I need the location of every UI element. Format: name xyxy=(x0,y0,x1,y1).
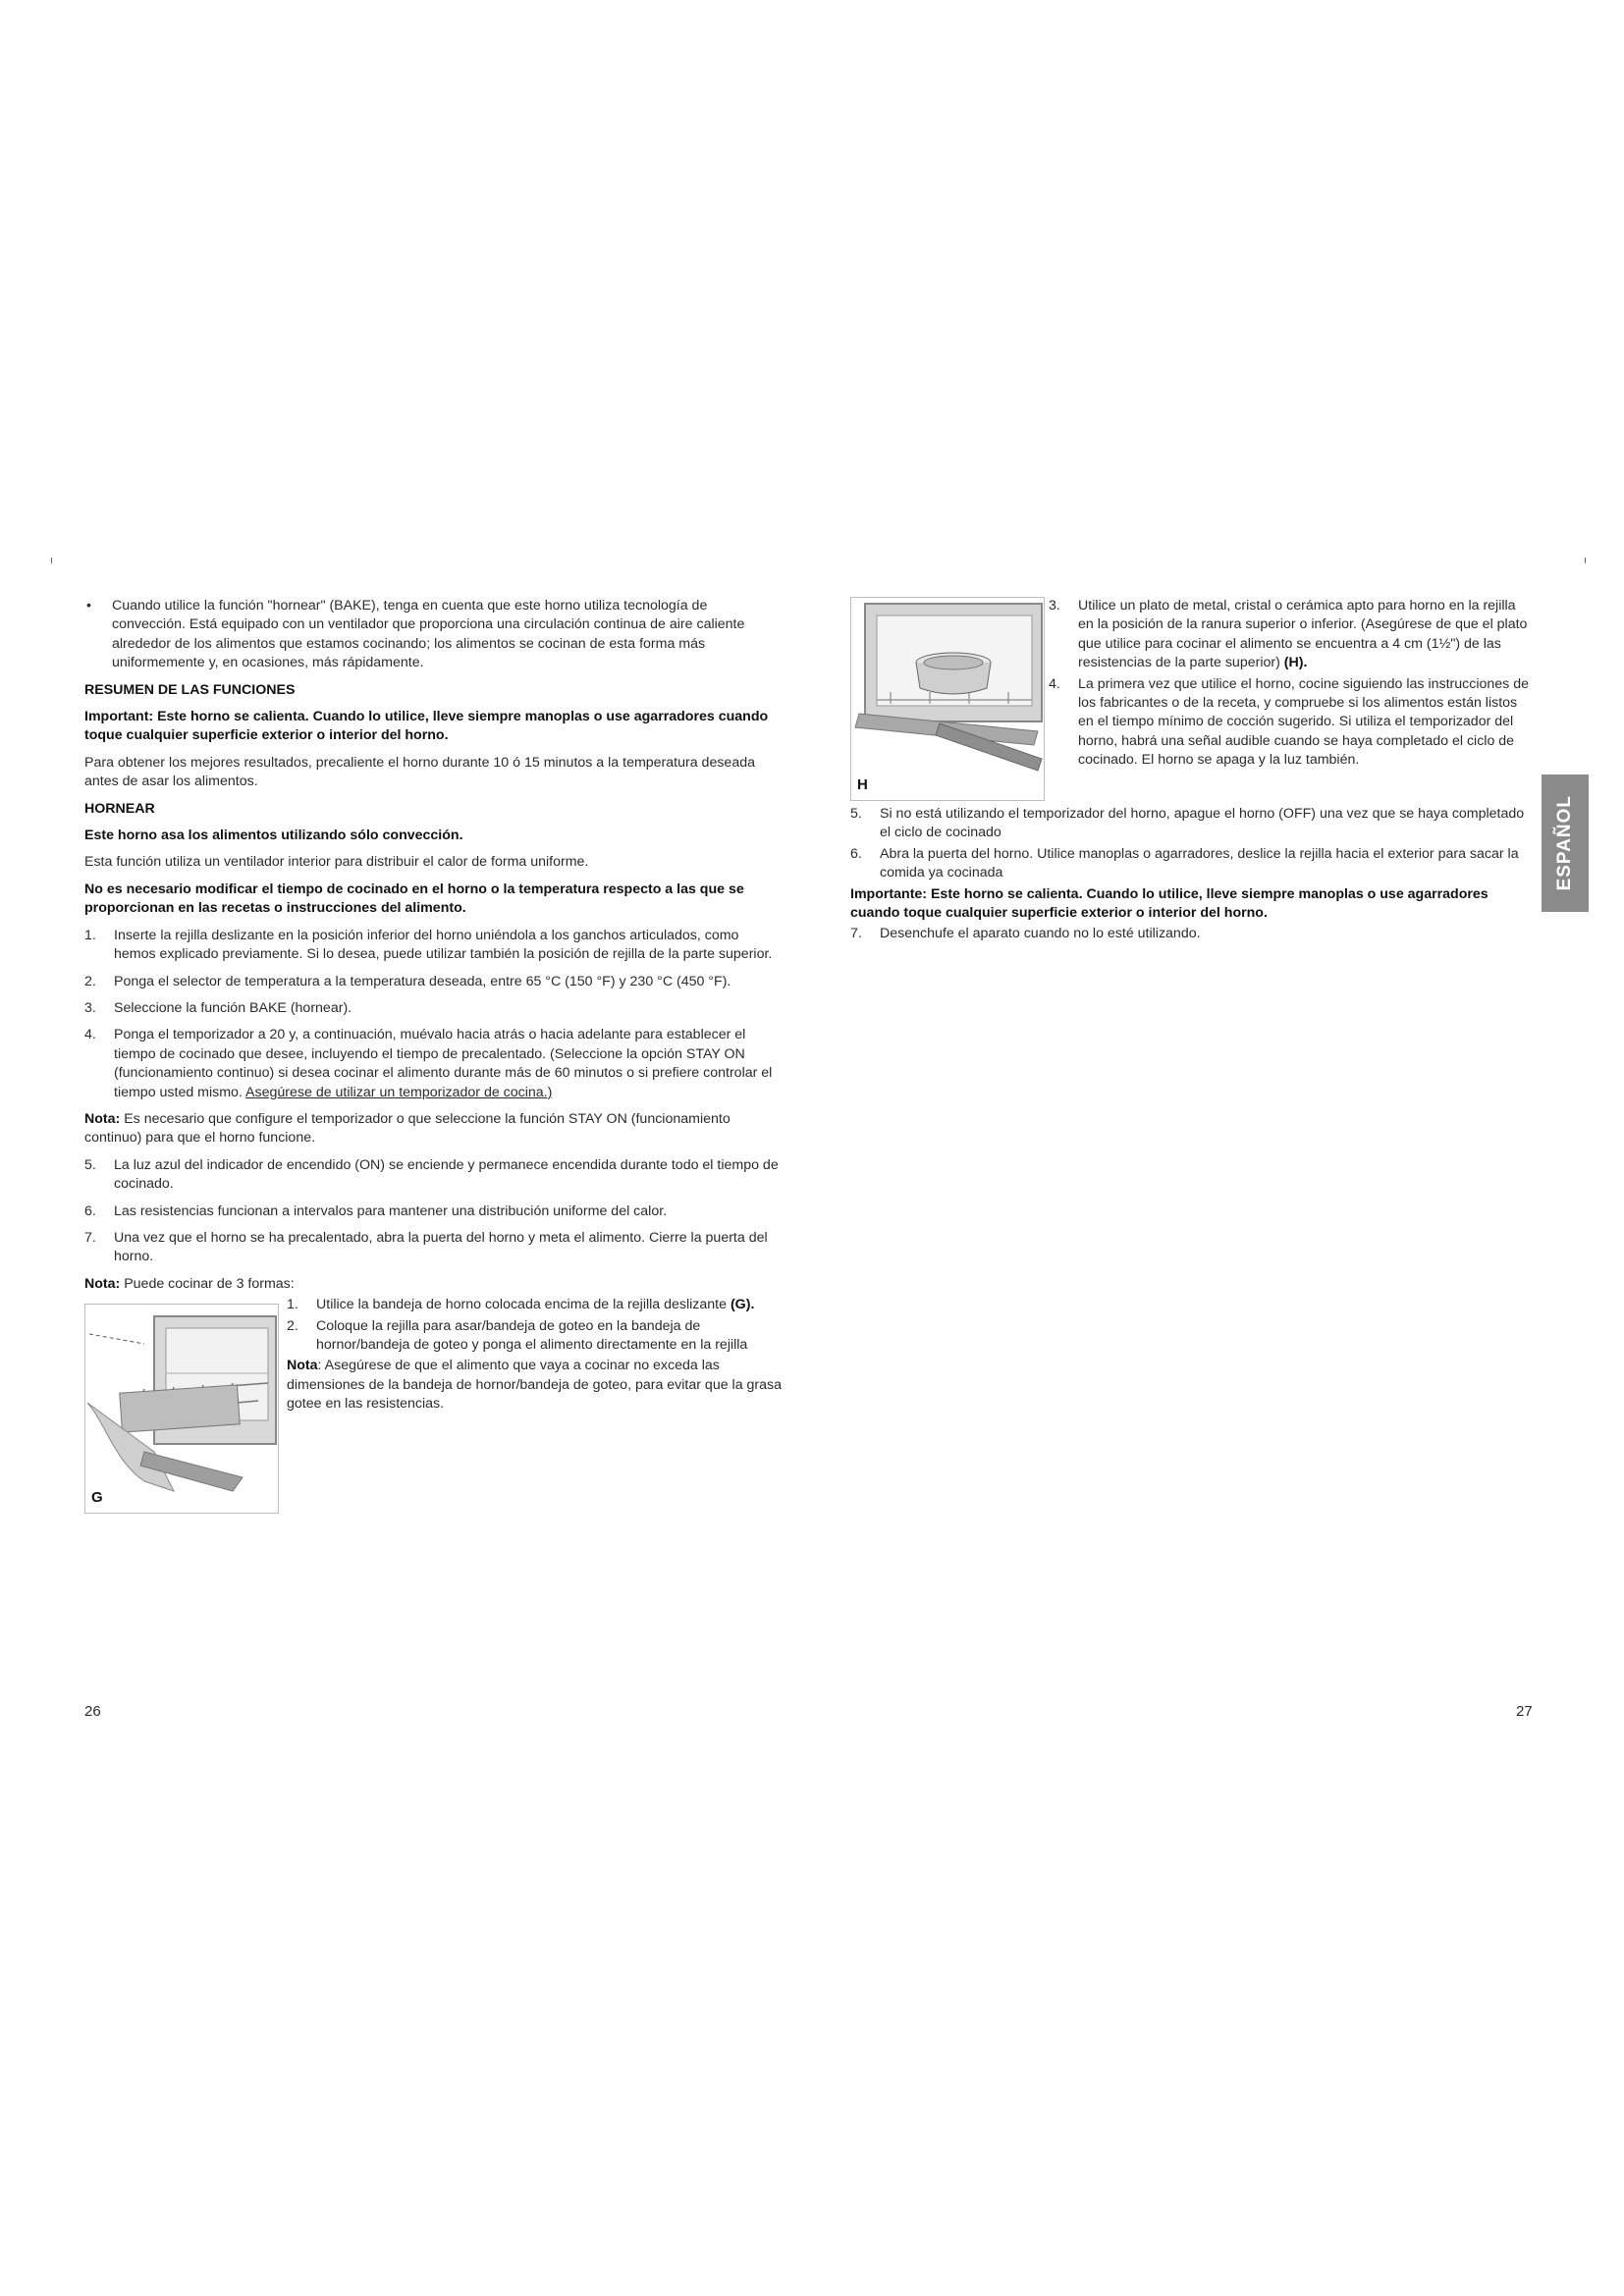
list-item: 1. Utilice la bandeja de horno colocada encima de la rejilla deslizante (G). xyxy=(287,1297,755,1313)
importante-warning: Importante: Este horno se calienta. Cuando lo utilice, lleve siempre manoplas o use agarradores cuando toque cualquier superficie exterior o interior del horno. xyxy=(850,885,1489,922)
steps-list-b xyxy=(84,1156,784,1267)
list-item: 6. Las resistencias funcionan a intervalos para mantener una distribución uniforme del calor. xyxy=(84,1202,668,1219)
side-tab-label: ESPAÑOL xyxy=(1554,795,1576,891)
heading-hornear: HORNEAR xyxy=(84,800,155,817)
oven-rack-illustration-icon xyxy=(85,1305,278,1513)
bullet-icon: • xyxy=(86,598,91,614)
figure-g-block xyxy=(84,1296,784,1514)
list-item: 3. Utilice un plato de metal, cristal o cerámica apto para horno en la rejilla en la posición de la ranura superior o inferior. (Asegúrese de que el plato que utilice para cocinar el alimento se encuentra a 4 cm (1½") de las resistencias de la parte superior) (H). xyxy=(1049,598,1528,671)
page-number-left: 26 xyxy=(84,1703,101,1720)
step-4-underlined: Asegúrese de utilizar un temporizador de cocina.) xyxy=(245,1084,553,1100)
nota-1: Nota: Es necesario que configure el temporizador o que seleccione la función STAY ON (funcionamiento continuo) para que el horno funcione. xyxy=(84,1110,731,1147)
right-steps-list xyxy=(850,805,1534,883)
list-item: 2. Ponga el selector de temperatura a la temperatura deseada, entre 65 °C (150 °F) y 230 °C (450 °F). xyxy=(84,973,731,989)
nota-3: Nota: Asegúrese de que el alimento que vaya a cocinar no exceda las dimensiones de la bandeja de hornor/bandeja de goteo, para evitar que la grasa gotee en las resistencias. xyxy=(287,1358,783,1413)
intro-bullet-text: Cuando utilice la función "hornear" (BAKE), tenga en cuenta que este horno utiliza tecnología de convección. Está equipado con un ventilador que proporciona una circulación continua de aire caliente alrededor de los alimentos que estamos cocinando; los alimentos se cocinan de esta forma más uniformemente y, en ocasiones, más rápidamente. xyxy=(112,598,745,671)
step-4: 4. Ponga el temporizador a 20 y, a continuación, muévalo hacia atrás o hacia adelante para establecer el tiempo de cocinado que desee, incluyendo el tiempo de precalentado. (Seleccione la opción STAY ON (funcionamiento continuo) si desea cocinar el alimento durante más de 60 minutos o si prefiere controlar el tiempo usted mismo. Asegúrese de utilizar un temporizador de cocina.) xyxy=(84,1027,773,1100)
nota-2: Nota: Puede cocinar de 3 formas: xyxy=(84,1275,295,1292)
important-warning: Important: Este horno se calienta. Cuando lo utilice, lleve siempre manoplas o use agarradores cuando toque cualquier superficie exterior o interior del horno. xyxy=(84,709,769,744)
ways-list xyxy=(279,1296,784,1414)
right-steps-beside-figure xyxy=(1045,597,1534,773)
figure-g xyxy=(84,1304,279,1514)
figure-h-block xyxy=(850,597,1534,801)
left-page-column xyxy=(84,597,784,1514)
list-item: 7. Una vez que el horno se ha precalentado, abra la puerta del horno y meta el alimento. Cierre la puerta del horno. xyxy=(84,1229,768,1265)
page-number-right: 27 xyxy=(1516,1703,1533,1720)
list-item: 1. Inserte la rejilla deslizante en la posición inferior del horno uniéndola a los ganchos articulados, como hemos explicado previamente. Si lo desea, puede utilizar también la posición de rejilla de la parte superior. xyxy=(84,927,773,963)
steps-list-a xyxy=(84,927,784,1019)
figure-g-label: G xyxy=(91,1488,103,1506)
hornear-bold: Este horno asa los alimentos utilizando sólo convección. xyxy=(84,828,463,844)
language-side-tab xyxy=(1542,774,1589,912)
hornear-paragraph: Esta función utiliza un ventilador interior para distribuir el calor de forma uniforme. xyxy=(84,854,589,871)
crop-mark-right xyxy=(1585,558,1586,563)
list-item: 5. La luz azul del indicador de encendido (ON) se enciende y permanece encendida durante todo el tiempo de cocinado. xyxy=(84,1156,779,1193)
preheat-paragraph: Para obtener los mejores resultados, precaliente el horno durante 10 ó 15 minutos a la temperatura deseada antes de asar los alimentos. xyxy=(84,754,755,790)
figure-h xyxy=(850,597,1045,801)
no-necesario-bold: No es necesario modificar el tiempo de cocinado en el horno o la temperatura respecto a las que se proporcionan en las recetas o instrucciones del alimento. xyxy=(84,881,744,917)
crop-mark-left xyxy=(51,558,52,563)
list-item: 3. Seleccione la función BAKE (hornear). xyxy=(84,999,352,1016)
list-item: 6. Abra la puerta del horno. Utilice manoplas o agarradores, deslice la rejilla hacia el exterior para sacar la comida ya cocinada xyxy=(850,845,1519,881)
figure-h-label: H xyxy=(857,775,868,793)
intro-bullet xyxy=(84,597,784,673)
step-4-text: Ponga el temporizador a 20 y, a continuación, muévalo hacia atrás o hacia adelante para establecer el tiempo de cocinado que desee, incluyendo el tiempo de precalentado. (Seleccione la opción STAY ON (funcionamiento continuo) si desea cocinar el alimento durante más de 60 minutos o si prefiere controlar el tiempo usted mismo. xyxy=(114,1027,773,1100)
heading-resumen: RESUMEN DE LAS FUNCIONES xyxy=(84,681,296,698)
oven-dish-illustration-icon xyxy=(851,598,1044,800)
list-item: 5. Si no está utilizando el temporizador del horno, apague el horno (OFF) una vez que se haya completado el ciclo de cocinado xyxy=(850,806,1525,841)
list-item: 4. La primera vez que utilice el horno, cocine siguiendo las instrucciones de los fabricantes o de la receta, y compruebe si los alimentos están listos en el tiempo mínimo de cocción sugerido. Si utiliza el temporizador del horno, habrá una señal audible cuando se haya completado el ciclo de cocinado. El horno se apaga y la luz también. xyxy=(1049,675,1529,769)
list-item: 2. Coloque la rejilla para asar/bandeja de goteo en la bandeja de hornor/bandeja de goteo y ponga el alimento directamente en la rejilla xyxy=(287,1317,748,1353)
list-item: 7. Desenchufe el aparato cuando no lo esté utilizando. xyxy=(850,926,1201,942)
right-page-column xyxy=(850,597,1534,952)
